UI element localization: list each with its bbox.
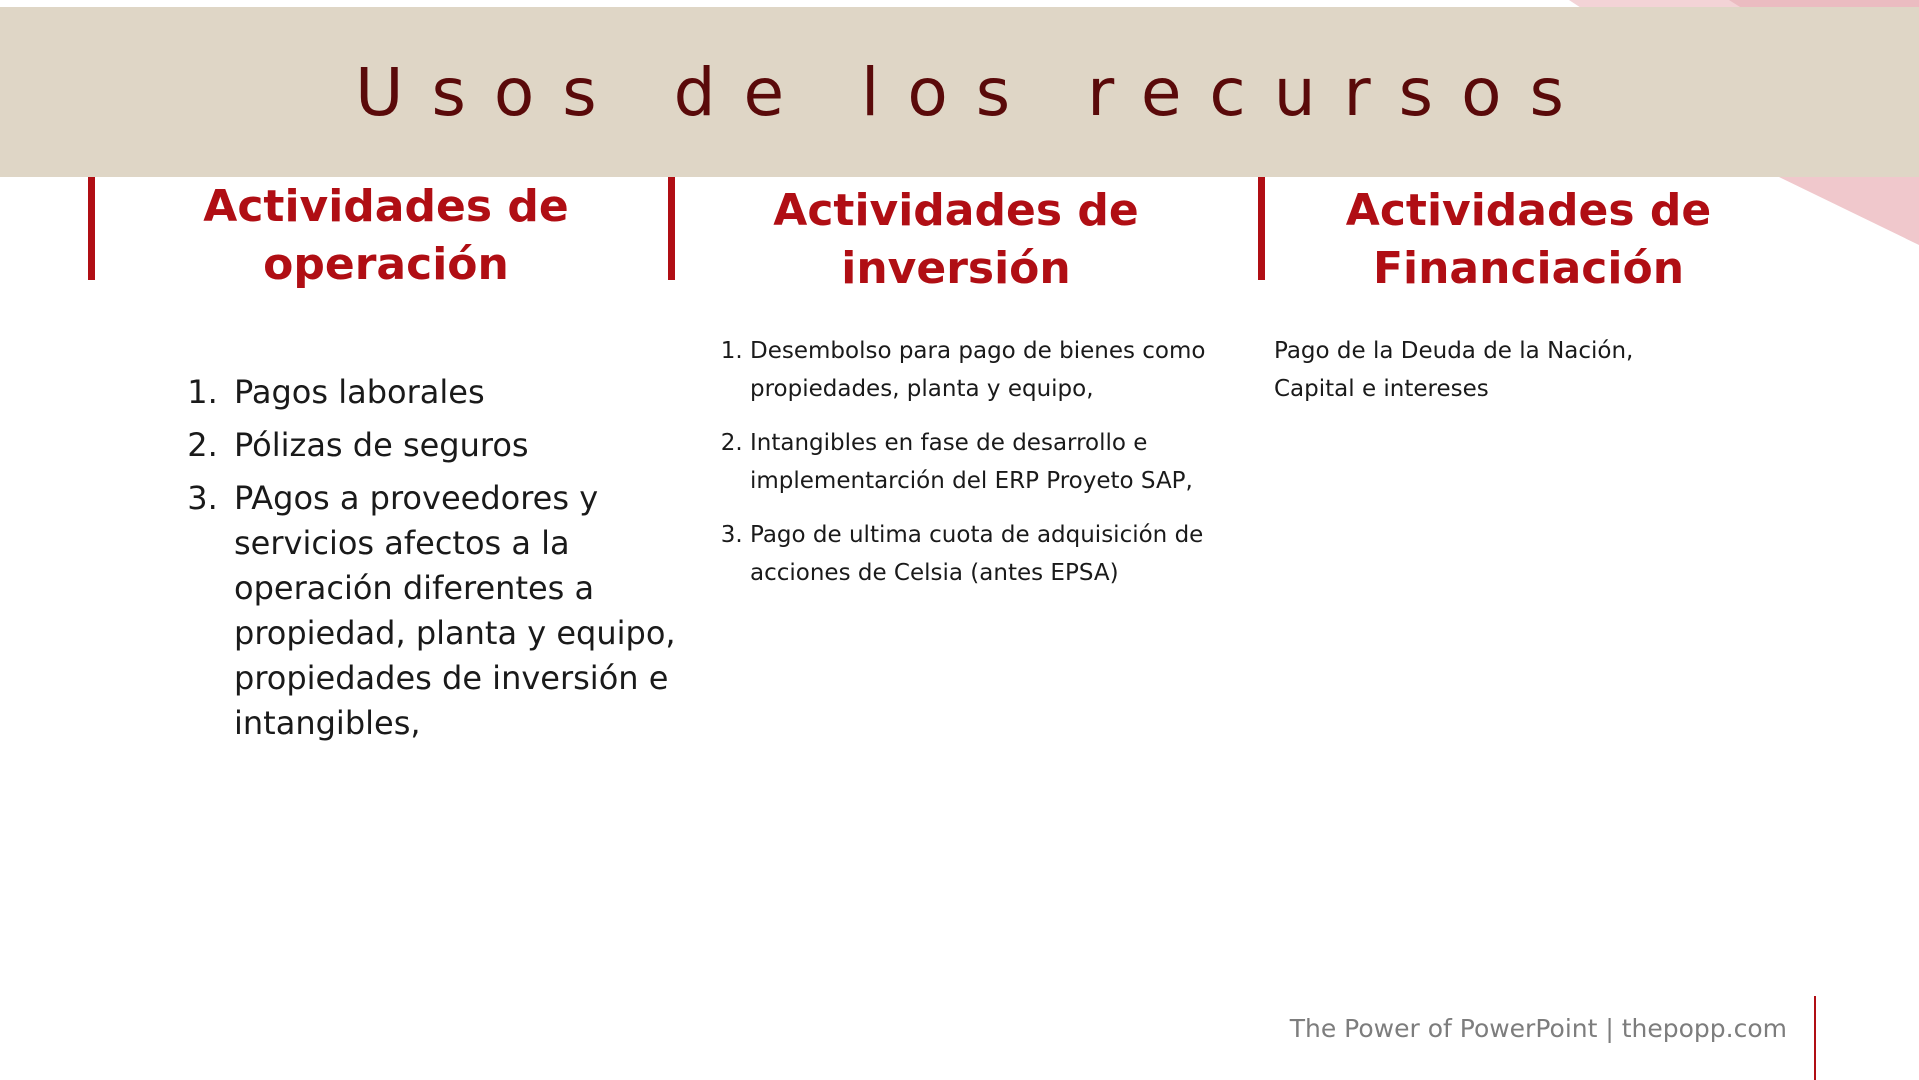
list-item: 2. Pólizas de seguros: [228, 423, 698, 468]
list-item: 1. Desembolso para pago de bienes como propiedades, planta y equipo,: [750, 332, 1230, 408]
slide-title: Usos de los recursos: [355, 53, 1592, 131]
inversion-list: [700, 332, 1230, 608]
heading-inversion: Actividades de inversión: [773, 185, 1139, 294]
list-item: 3. Pago de ultima cuota de adquisición de acciones de Celsia (antes EPSA): [750, 516, 1230, 592]
footer-divider: [1814, 996, 1816, 1080]
title-band: [0, 7, 1919, 177]
footer-text: The Power of PowerPoint | thepopp.com: [1289, 1014, 1787, 1043]
column-divider-operacion: [88, 177, 95, 280]
heading-financiacion: Actividades de Financiación: [1345, 185, 1712, 294]
column-divider-inversion: [668, 177, 675, 280]
list-item: 3. PAgos a proveedores y servicios afectos a la operación diferentes a propiedad, planta y equipo, propiedades de inversión e intangibles,: [228, 476, 698, 746]
operacion-list: [178, 370, 698, 754]
list-item: 2. Intangibles en fase de desarrollo e implementarción del ERP Proyeto SAP,: [750, 424, 1230, 500]
list-item: 1. Pagos laborales: [228, 370, 698, 415]
heading-operacion: Actividades de operación: [203, 181, 569, 290]
financiacion-text: Pago de la Deuda de la Nación, Capital e intereses: [1274, 338, 1634, 402]
